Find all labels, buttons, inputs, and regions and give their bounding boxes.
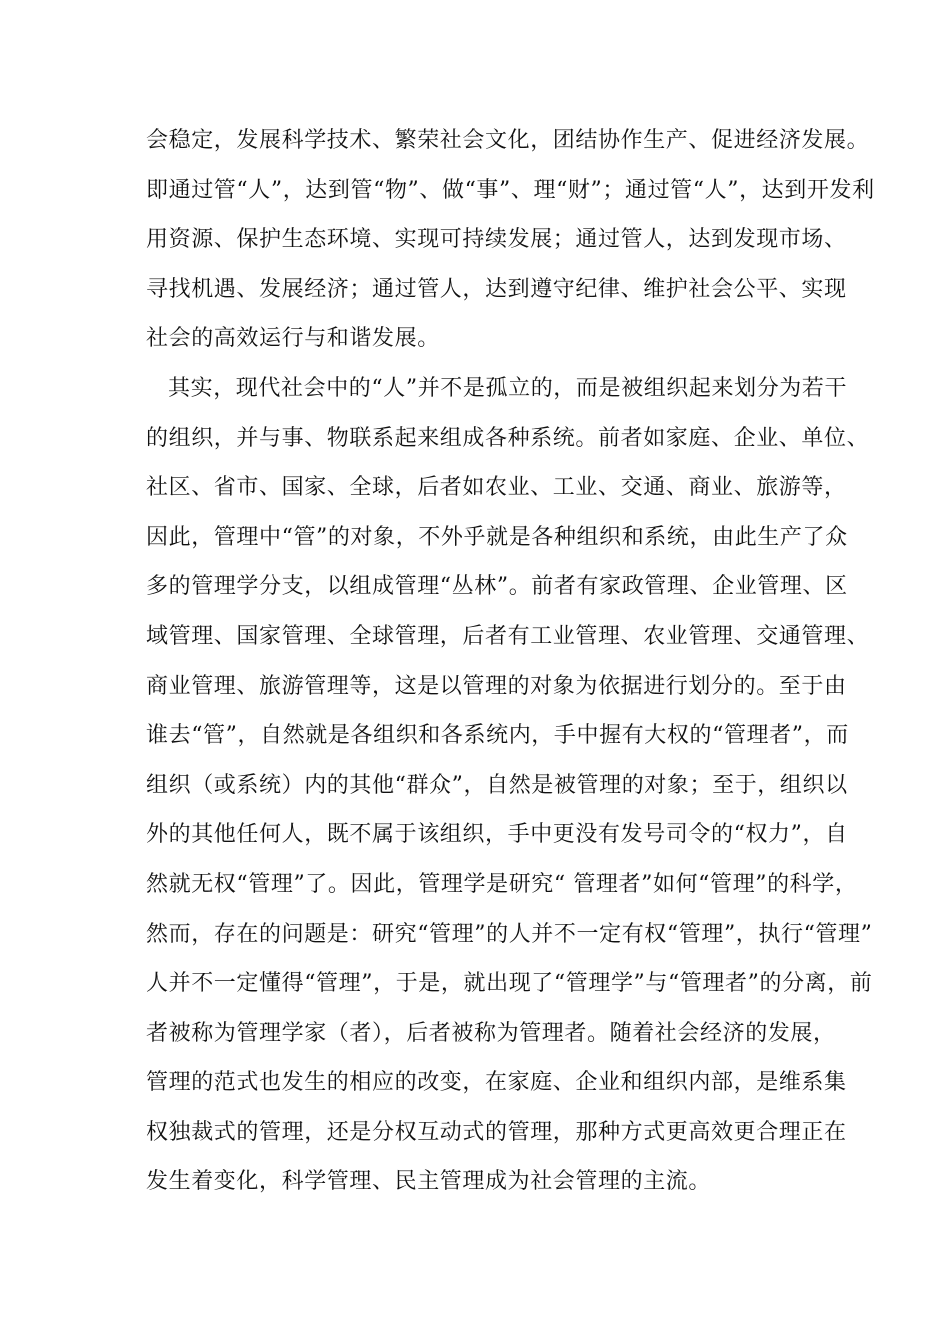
- text-line: 发生着变化，科学管理、民主管理成为社会管理的主流。: [146, 1169, 712, 1195]
- text-line: 的组织，并与事、物联系起来组成各种系统。前者如家庭、企业、单位、: [146, 425, 870, 451]
- text-line: 然就无权“管理”了。因此，管理学是研究“ 管理者”如何“管理”的科学，: [146, 871, 858, 897]
- text-line: 组织（或系统）内的其他“群众”，自然是被管理的对象；至于，组织以: [146, 772, 848, 798]
- text-line: 外的其他任何人，既不属于该组织，手中更没有发号司令的“权力”，自: [146, 822, 848, 848]
- text-line: 商业管理、旅游管理等，这是以管理的对象为依据进行划分的。至于由: [146, 673, 847, 699]
- body-text: [146, 116, 875, 1207]
- text-line: 因此，管理中“管”的对象，不外乎就是各种组织和系统，由此生产了众: [146, 524, 848, 550]
- text-line: 即通过管“人”，达到管“物”、做“事”、理“财”；通过管“人”，达到开发利: [146, 177, 875, 203]
- text-line: 会稳定，发展科学技术、繁荣社会文化，团结协作生产、促进经济发展。: [146, 128, 870, 153]
- text-line: 权独裁式的管理，还是分权互动式的管理，那种方式更高效更合理正在: [146, 1119, 847, 1145]
- text-line: 寻找机遇、发展经济；通过管人，达到遵守纪律、维护社会公平、实现: [146, 276, 847, 302]
- text-line: 管理的范式也发生的相应的改变，在家庭、企业和组织内部，是维系集: [146, 1070, 847, 1096]
- text-line: 多的管理学分支，以组成管理“丛林”。前者有家政管理、企业管理、区: [146, 574, 848, 600]
- paragraph-start-line: 其实，现代社会中的“人”并不是孤立的，而是被组织起来划分为若干: [168, 375, 848, 401]
- text-line: 社区、省市、国家、全球，后者如农业、工业、交通、商业、旅游等，: [146, 475, 847, 501]
- text-line: 用资源、保护生态环境、实现可持续发展；通过管人，达到发现市场、: [146, 227, 847, 253]
- text-line: 谁去“管”，自然就是各组织和各系统内，手中握有大权的“管理者”，而: [146, 723, 849, 749]
- text-line: 然而，存在的问题是：研究“管理”的人并不一定有权“管理”，执行“管理”: [146, 921, 873, 947]
- text-line: 社会的高效运行与和谐发展。: [146, 326, 440, 352]
- text-line: 域管理、国家管理、全球管理，后者有工业管理、农业管理、交通管理、: [146, 623, 870, 649]
- text-line: 人并不一定懂得“管理”，于是，就出现了“管理学”与“管理者”的分离，前: [146, 971, 873, 997]
- text-line: 者被称为管理学家（者），后者被称为管理者。随着社会经济的发展，: [146, 1020, 836, 1046]
